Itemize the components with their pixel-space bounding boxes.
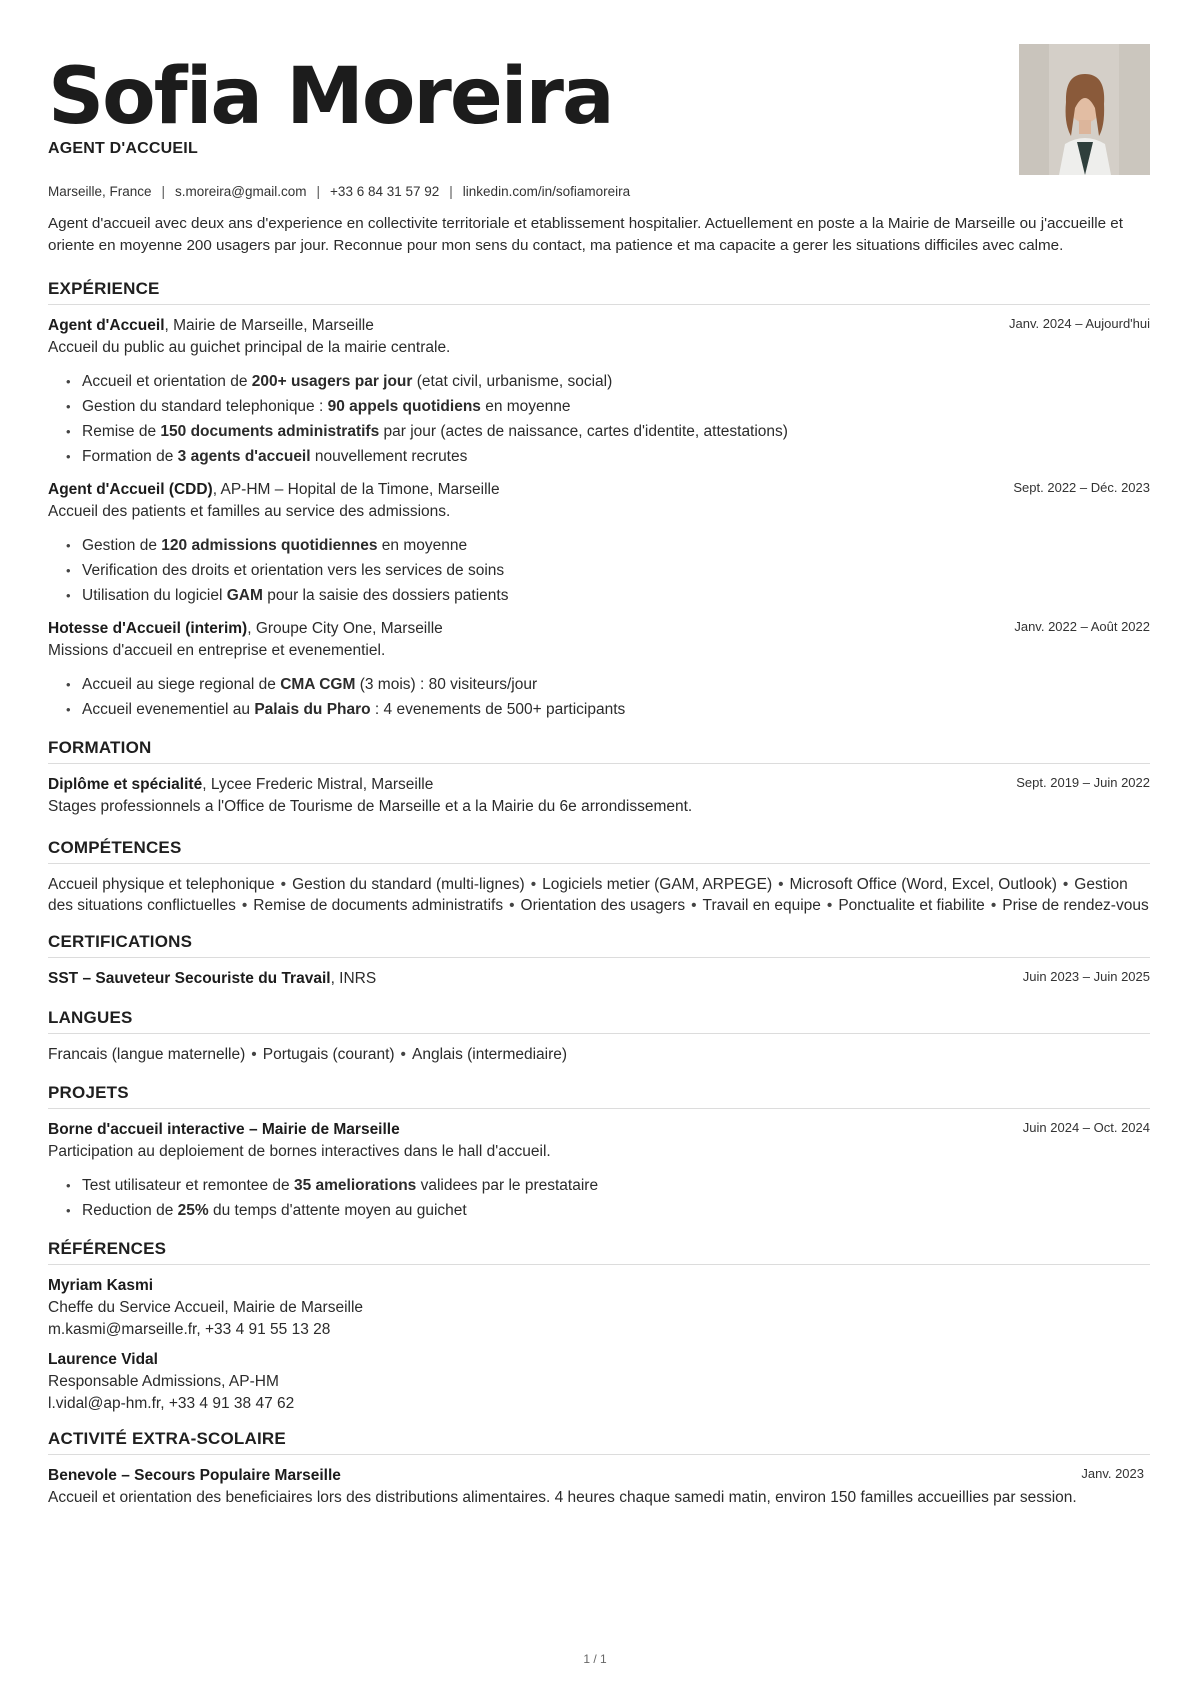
section-title-references: RÉFÉRENCES [48, 1239, 1150, 1265]
skill-item: Gestion des situations conflictuelles [48, 876, 1128, 914]
reference-name: Laurence Vidal [48, 1351, 158, 1368]
entry-description: Missions d'accueil en entreprise et evenementiel. [48, 642, 386, 659]
experience-entry [48, 618, 1150, 722]
entry-description: Accueil des patients et familles au service des admissions. [48, 503, 451, 520]
bullet-list [66, 533, 1150, 608]
profile-summary: Agent d'accueil avec deux ans d'experience en collectivite territoriale et etablissement hospitalier. Actuellement en poste a la Mairie de Marseille ou j'accueille et oriente en moyenne 200 usagers par jour. Reconnue pour mon sens du contact, ma patience et ma capacite a gerer les situations difficiles avec calme. [48, 215, 1123, 254]
separator: | [161, 184, 166, 199]
experience-section [48, 279, 1150, 722]
reference-entry [48, 1349, 1150, 1415]
bullet-list [66, 369, 1150, 469]
skill-item: Gestion du standard (multi-lignes) [292, 876, 525, 893]
entry-date: Janv. 2024 – Aujourd'hui [1008, 316, 1150, 331]
bullet-item: • Gestion du standard telephonique : 90 appels quotidiens en moyenne [66, 394, 1150, 419]
header [48, 52, 1150, 158]
extracurricular-section [48, 1429, 1150, 1509]
skills-section [48, 838, 1150, 916]
skill-item: Remise de documents administratifs [253, 897, 504, 914]
skills-list: Accueil physique et telephonique • Gestion du standard (multi-lignes) • Logiciels metier (GAM, ARPEGE) • Microsoft Office (Word, Excel, Outlook) • Gestion des situations conflictuelles • Remise de documents administratifs • Orientation des usagers • Travail en equipe • Ponctualite et fiabilite • Prise de rendez-vous [48, 876, 1149, 914]
experience-entry [48, 479, 1150, 608]
projects-section [48, 1083, 1150, 1223]
language-item: Anglais (intermediaire) [411, 1046, 568, 1063]
reference-position: Cheffe du Service Accueil, Mairie de Marseille [48, 1299, 364, 1316]
entry-date: Juin 2023 – Juin 2025 [1022, 969, 1150, 984]
section-title-languages: LANGUES [48, 1008, 1150, 1034]
language-item: Portugais (courant) [262, 1046, 395, 1063]
bullet-item: • Accueil au siege regional de CMA CGM (3 mois) : 80 visiteurs/jour [66, 672, 1150, 697]
formation-entry [48, 774, 1150, 818]
skill-item: Ponctualite et fiabilite [838, 897, 985, 914]
entry-role: Agent d'Accueil [48, 317, 165, 334]
references-section [48, 1239, 1150, 1415]
reference-contact[interactable]: m.kasmi@marseille.fr, +33 4 91 55 13 28 [48, 1321, 331, 1338]
bullet-item: • Accueil et orientation de 200+ usagers par jour (etat civil, urbanisme, social) [66, 369, 1150, 394]
contact-line [48, 184, 1150, 199]
resume-page [48, 44, 1150, 1519]
section-title-projects: PROJETS [48, 1083, 1150, 1109]
skill-item: Logiciels metier (GAM, ARPEGE) [542, 876, 773, 893]
bullet-item: • Remise de 150 documents administratifs par jour (actes de naissance, cartes d'identite, attestations) [66, 419, 1150, 444]
entry-role: Hotesse d'Accueil (interim) [48, 620, 248, 637]
entry-date: Sept. 2022 – Déc. 2023 [1013, 480, 1150, 495]
bullet-item: • Utilisation du logiciel GAM pour la saisie des dossiers patients [66, 583, 1150, 608]
bullet-item: • Gestion de 120 admissions quotidiennes en moyenne [66, 533, 1150, 558]
reference-contact[interactable]: l.vidal@ap-hm.fr, +33 4 91 38 47 62 [48, 1395, 295, 1412]
section-title-skills: COMPÉTENCES [48, 838, 1150, 864]
entry-role: Borne d'accueil interactive – Mairie de Marseille [48, 1121, 400, 1138]
language-item: Francais (langue maternelle) [48, 1046, 246, 1063]
email-link[interactable]: s.moreira@gmail.com [175, 184, 307, 199]
job-title: AGENT D'ACCUEIL [48, 140, 198, 157]
skill-item: Microsoft Office (Word, Excel, Outlook) [789, 876, 1057, 893]
entry-date: Janv. 2022 – Août 2022 [1014, 619, 1150, 634]
phone-text: +33 6 84 31 57 92 [330, 184, 440, 199]
bullet-item: • Test utilisateur et remontee de 35 ameliorations validees par le prestataire [66, 1173, 1150, 1198]
extracurricular-entry [48, 1465, 1150, 1509]
candidate-name: Sofia Moreira [48, 52, 613, 142]
formation-section [48, 738, 1150, 818]
section-title-extracurricular: ACTIVITÉ EXTRA-SCOLAIRE [48, 1429, 1150, 1455]
entry-date: Juin 2024 – Oct. 2024 [1022, 1120, 1150, 1135]
section-title-certifications: CERTIFICATIONS [48, 932, 1150, 958]
entry-date: Janv. 2023 [1081, 1466, 1144, 1481]
skill-item: Accueil physique et telephonique [48, 876, 275, 893]
entry-description: Stages professionnels a l'Office de Tourisme de Marseille et a la Mairie du 6e arrondissement. [48, 798, 693, 815]
entry-description: Participation au deploiement de bornes interactives dans le hall d'accueil. [48, 1143, 551, 1160]
bullet-list [66, 672, 1150, 722]
linkedin-link[interactable]: linkedin.com/in/sofiamoreira [462, 184, 631, 199]
entry-role: Agent d'Accueil (CDD) [48, 481, 213, 498]
project-entry [48, 1119, 1150, 1223]
entry-org: , AP-HM – Hopital de la Timone, Marseille [212, 481, 500, 498]
portrait-image [1019, 44, 1150, 175]
bullet-item: • Formation de 3 agents d'accueil nouvellement recrutes [66, 444, 1150, 469]
reference-position: Responsable Admissions, AP-HM [48, 1373, 279, 1390]
entry-org: , Lycee Frederic Mistral, Marseille [202, 776, 434, 793]
entry-description: Accueil et orientation des beneficiaires lors des distributions alimentaires. 4 heures chaque samedi matin, environ 150 familles accueillies par session. [48, 1489, 1077, 1506]
entry-role: Diplôme et spécialité [48, 776, 203, 793]
page-number: 1 / 1 [583, 1652, 607, 1666]
bullet-item: • Verification des droits et orientation vers les services de soins [66, 558, 1150, 583]
location-text: Marseille, France [48, 184, 152, 199]
profile-photo [1019, 44, 1150, 175]
skill-item: Travail en equipe [702, 897, 821, 914]
bullet-item: • Accueil evenementiel au Palais du Pharo : 4 evenements de 500+ participants [66, 697, 1150, 722]
entry-role: Benevole – Secours Populaire Marseille [48, 1467, 341, 1484]
entry-org: , Groupe City One, Marseille [247, 620, 443, 637]
entry-org: , INRS [330, 970, 377, 987]
entry-org: , Mairie de Marseille, Marseille [164, 317, 374, 334]
languages-list: Francais (langue maternelle) • Portugais (courant) • Anglais (intermediaire) [48, 1046, 568, 1063]
reference-name: Myriam Kasmi [48, 1277, 154, 1294]
skill-item: Prise de rendez-vous [1002, 897, 1149, 914]
bullet-list [66, 1173, 1150, 1223]
skill-item: Orientation des usagers [520, 897, 686, 914]
languages-section [48, 1008, 1150, 1065]
entry-date: Sept. 2019 – Juin 2022 [1016, 775, 1150, 790]
section-title-formation: FORMATION [48, 738, 1150, 764]
separator: | [449, 184, 453, 199]
certification-entry [48, 968, 1150, 990]
separator: | [316, 184, 321, 199]
section-title-experience: EXPÉRIENCE [48, 279, 1150, 305]
certifications-section [48, 932, 1150, 990]
entry-role: SST – Sauveteur Secouriste du Travail [48, 970, 331, 987]
bullet-item: • Reduction de 25% du temps d'attente moyen au guichet [66, 1198, 1150, 1223]
entry-description: Accueil du public au guichet principal de la mairie centrale. [48, 339, 451, 356]
reference-entry [48, 1275, 1150, 1341]
experience-entry [48, 315, 1150, 469]
